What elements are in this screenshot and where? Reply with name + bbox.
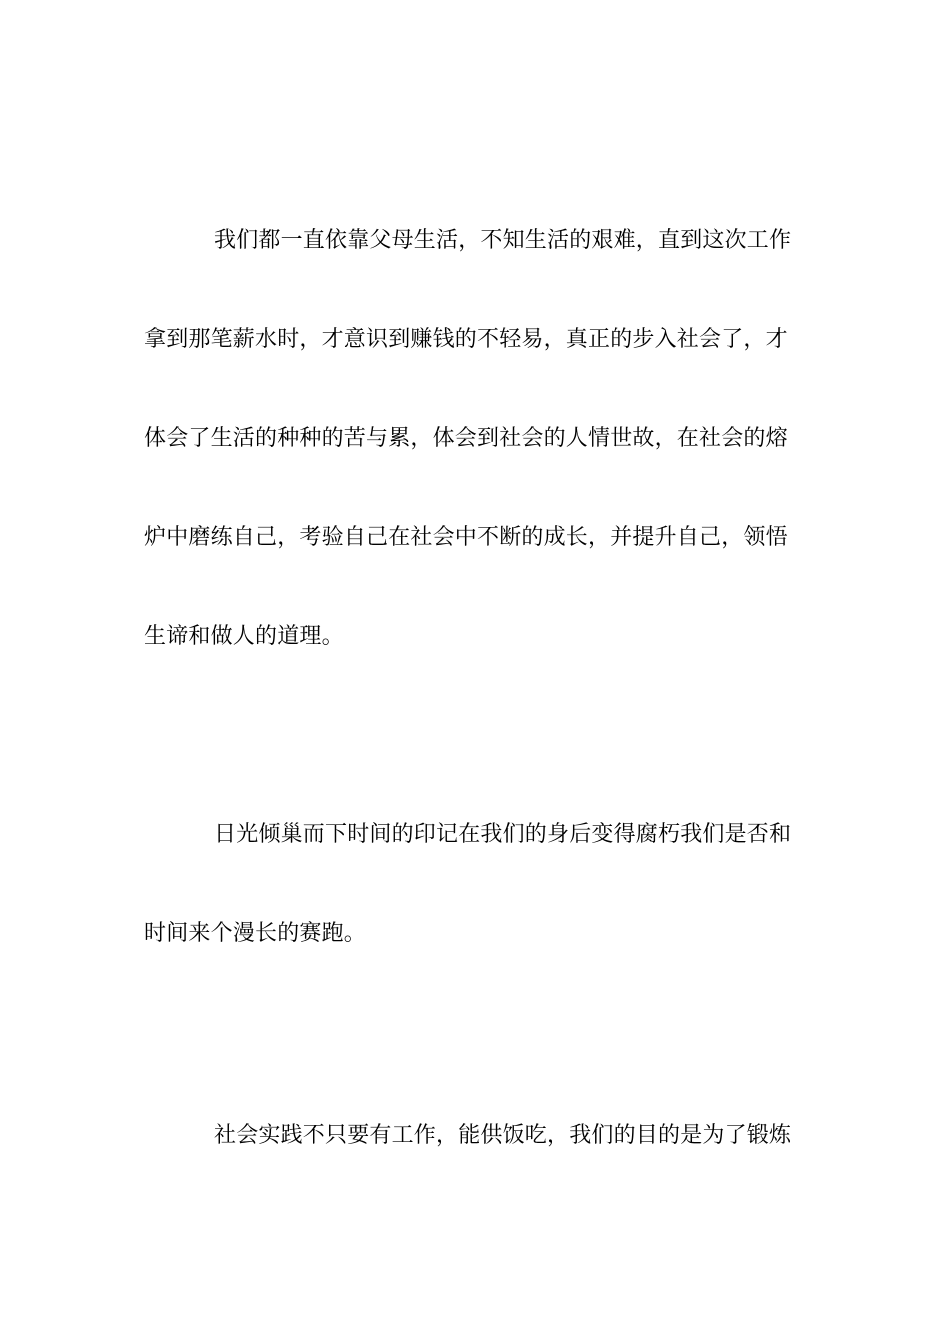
paragraph-3-line-1: 社会实践不只要有工作，能供饭吃，我们的目的是为了锻炼: [214, 1123, 792, 1148]
paragraph-1-line-1: 我们都一直依靠父母生活，不知生活的艰难，直到这次工作: [214, 228, 792, 253]
paragraph-1-line-5: 生谛和做人的道理。: [144, 624, 344, 649]
paragraph-2-line-2: 时间来个漫长的赛跑。: [144, 921, 367, 946]
paragraph-1-line-2: 拿到那笔薪水时，才意识到赚钱的不轻易，真正的步入社会了，才: [144, 327, 788, 352]
paragraph-1-line-3: 体会了生活的种种的苦与累，体会到社会的人情世故，在社会的熔: [144, 426, 788, 451]
paragraph-1-line-4: 炉中磨练自己，考验自己在社会中不断的成长，并提升自己，领悟: [144, 525, 788, 550]
paragraph-2-line-1: 日光倾巢而下时间的印记在我们的身后变得腐朽我们是否和: [214, 822, 792, 847]
